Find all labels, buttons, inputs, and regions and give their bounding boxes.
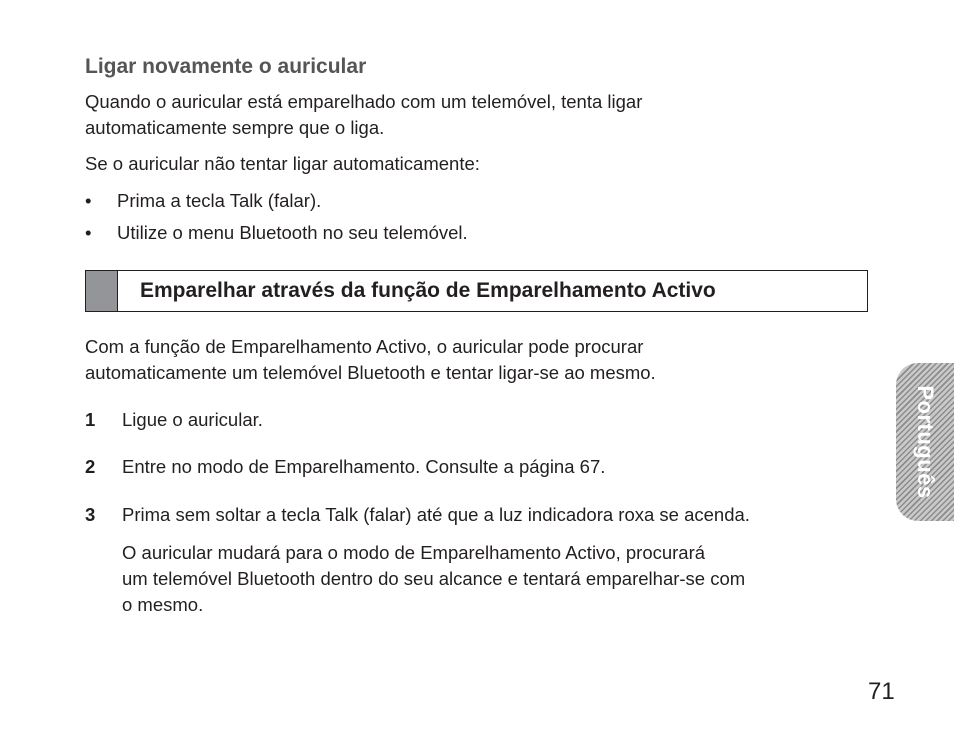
paragraph-line: Se o auricular não tentar ligar automaticamente: bbox=[85, 153, 480, 174]
language-tab-label: Português bbox=[913, 385, 938, 499]
step-text: Prima sem soltar a tecla Talk (falar) até que a luz indicadora roxa se acenda. bbox=[122, 504, 750, 525]
step-number: 2 bbox=[85, 456, 96, 477]
step-number: 1 bbox=[85, 409, 96, 430]
section-marker-square bbox=[86, 271, 118, 311]
step-text: Entre no modo de Emparelhamento. Consulte a página 67. bbox=[122, 456, 606, 477]
bullet-item: Prima a tecla Talk (falar). bbox=[117, 190, 322, 211]
step-note-line: o mesmo. bbox=[122, 594, 204, 615]
paragraph-line: Com a função de Emparelhamento Activo, o auricular pode procurar bbox=[85, 336, 644, 357]
section-heading: Emparelhar através da função de Emparelhamento Activo bbox=[140, 279, 716, 302]
step-note-line: um telemóvel Bluetooth dentro do seu alcance e tentará emparelhar-se com bbox=[122, 568, 746, 589]
bullet-item: Utilize o menu Bluetooth no seu telemóvel. bbox=[117, 222, 468, 243]
subsection-heading: Ligar novamente o auricular bbox=[85, 55, 367, 78]
step-note-line: O auricular mudará para o modo de Emparelhamento Activo, procurará bbox=[122, 542, 706, 563]
step-number: 3 bbox=[85, 504, 96, 525]
language-side-tab bbox=[896, 363, 954, 521]
section-heading-box bbox=[85, 270, 868, 312]
paragraph-line: Quando o auricular está emparelhado com um telemóvel, tenta ligar bbox=[85, 91, 643, 112]
step-text: Ligue o auricular. bbox=[122, 409, 263, 430]
paragraph-line: automaticamente sempre que o liga. bbox=[85, 117, 385, 138]
bullet-icon: • bbox=[85, 190, 92, 211]
bullet-icon: • bbox=[85, 222, 92, 243]
paragraph-line: automaticamente um telemóvel Bluetooth e tentar ligar-se ao mesmo. bbox=[85, 362, 656, 383]
page-number: 71 bbox=[868, 678, 895, 705]
